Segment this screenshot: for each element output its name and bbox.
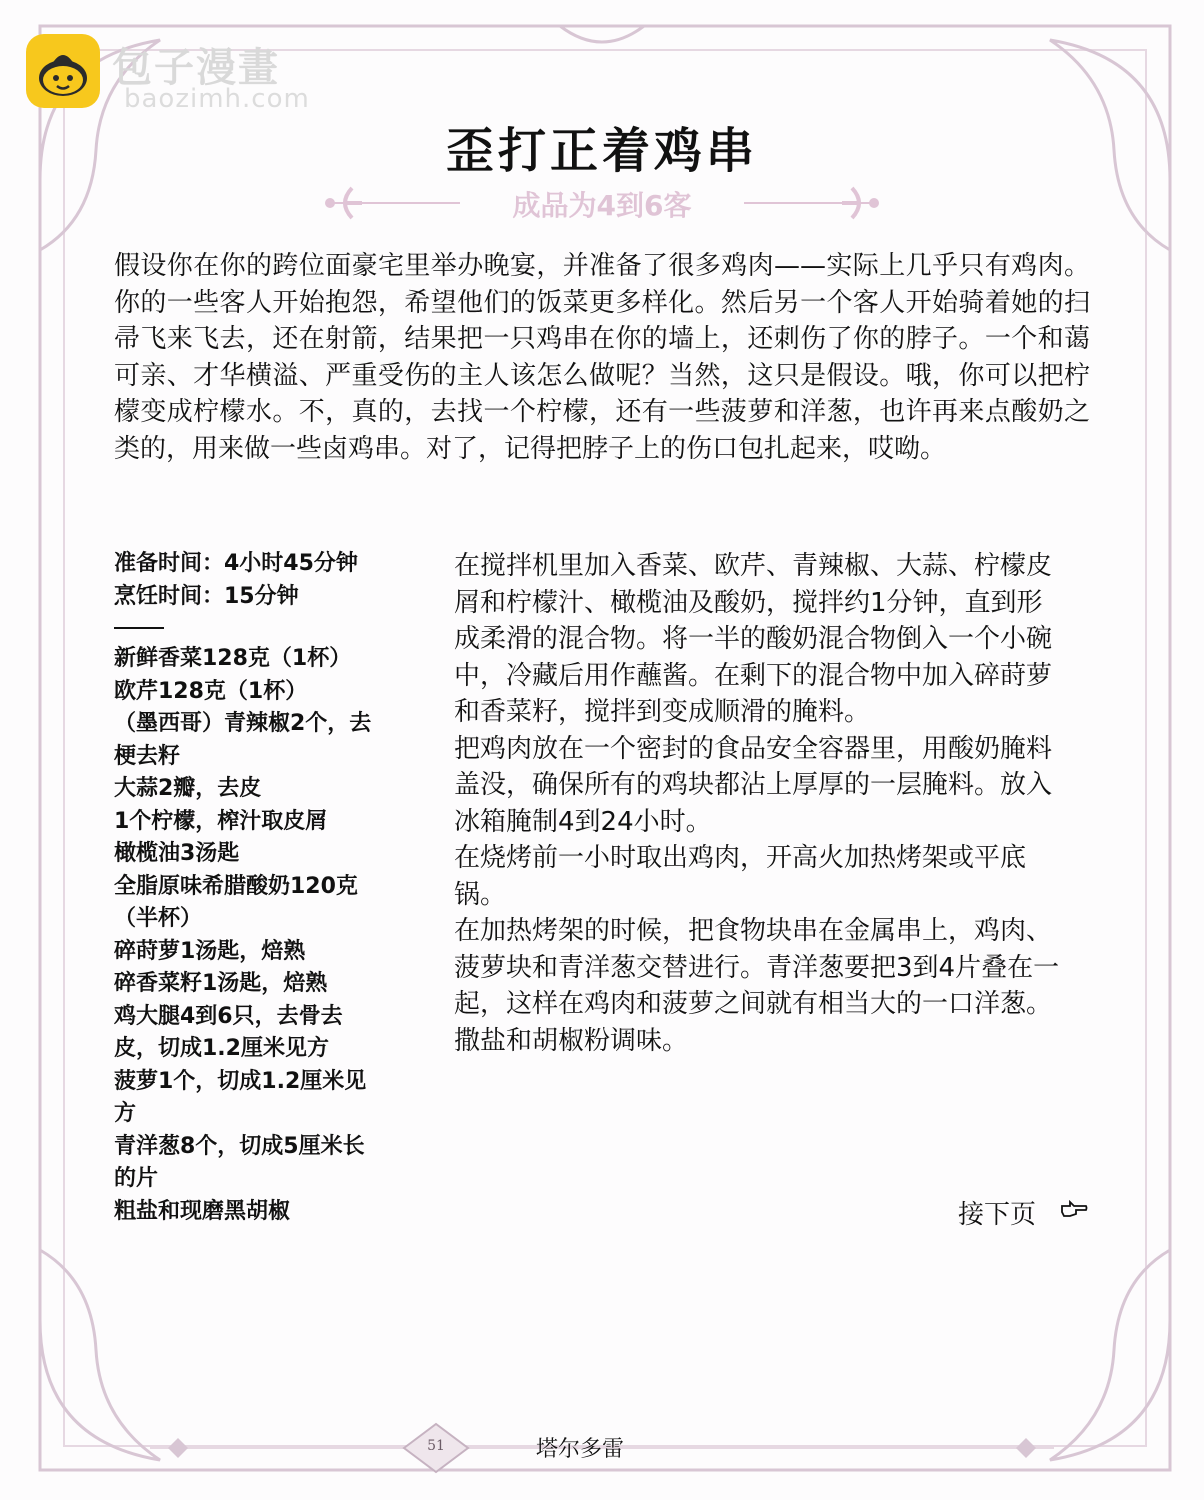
recipe-title: 歪打正着鸡串	[445, 123, 758, 179]
step-paragraph: 在搅拌机里加入香菜、欧芹、青辣椒、大蒜、柠檬皮屑和柠檬汁、橄榄油及酸奶，搅拌约1分钟，直到形成柔滑的混合物。将一半的酸奶混合物倒入一个小碗中，冷藏后用作蘸酱。在剩下的混合物中加入碎莳萝和香菜籽，搅拌到变成顺滑的腌料。	[454, 551, 1053, 727]
ingredients-panel	[114, 548, 384, 1228]
next-page-label[interactable]: 接下页	[958, 1200, 1037, 1230]
ingredient-item: 碎莳萝1汤匙，焙熟	[114, 938, 306, 964]
ingredient-item: 鸡大腿4到6只，去骨去皮，切成1.2厘米见方	[114, 1003, 343, 1061]
watermark-site-url: baozimh.com	[124, 84, 310, 114]
ingredient-item: 菠萝1个，切成1.2厘米见方	[114, 1068, 367, 1126]
ingredient-item: 橄榄油3汤匙	[114, 841, 240, 866]
recipe-servings: 成品为4到6客	[512, 189, 692, 222]
cook-time: 烹饪时间：15分钟	[114, 583, 299, 609]
step-paragraph: 在烧烤前一小时取出鸡肉，开高火加热烤架或平底锅。	[454, 843, 1027, 910]
divider	[114, 627, 164, 629]
ingredient-item: 欧芹128克（1杯）	[114, 678, 308, 704]
ingredient-item: 新鲜香菜128克（1杯）	[114, 646, 352, 671]
ingredient-item: 粗盐和现磨黑胡椒	[114, 1198, 291, 1224]
ingredient-item: 青洋葱8个，切成5厘米长的片	[114, 1133, 365, 1191]
page-number: 51	[427, 1438, 445, 1454]
recipe-intro: 假设你在你的跨位面豪宅里举办晚宴，并准备了很多鸡肉——实际上几乎只有鸡肉。你的一些客人开始抱怨，希望他们的饭菜更多样化。然后另一个客人开始骑着她的扫帚飞来飞去，还在射箭，结果把一只鸡串在你的墙上，还刺伤了你的脖子。一个和蔼可亲、才华横溢、严重受伤的主人该怎么做呢？当然，这只是假设。哦，你可以把柠檬变成柠檬水。不，真的，去找一个柠檬，还有一些菠萝和洋葱，也许再来点酸奶之类的，用来做一些卤鸡串。对了，记得把脖子上的伤口包扎起来，哎呦。	[114, 251, 1090, 464]
step-paragraph: 把鸡肉放在一个密封的食品安全容器里，用酸奶腌料盖没，确保所有的鸡块都沾上厚厚的一层腌料。放入冰箱腌制4到24小时。	[454, 733, 1053, 837]
steps-panel	[454, 548, 1064, 1059]
book-name: 塔尔多雷	[536, 1437, 625, 1462]
ingredient-item: 大蒜2瓣，去皮	[114, 776, 262, 801]
ingredient-item: 碎香菜籽1汤匙，焙熟	[114, 971, 328, 996]
ingredient-item: 1个柠檬，榨汁取皮屑	[114, 808, 328, 834]
watermark-site-name: 包子漫畫	[112, 45, 280, 91]
ingredient-item: （墨西哥）青辣椒2个，去梗去籽	[114, 711, 372, 769]
prep-time: 准备时间：4小时45分钟	[114, 551, 358, 576]
step-paragraph: 在加热烤架的时候，把食物块串在金属串上，鸡肉、菠萝块和青洋葱交替进行。青洋葱要把3到4片叠在一起，这样在鸡肉和菠萝之间就有相当大的一口洋葱。撒盐和胡椒粉调味。	[454, 916, 1060, 1056]
ingredient-item: 全脂原味希腊酸奶120克（半杯）	[114, 873, 358, 931]
pointing-hand-icon[interactable]	[1060, 1200, 1088, 1220]
baozi-logo-icon	[26, 34, 100, 108]
